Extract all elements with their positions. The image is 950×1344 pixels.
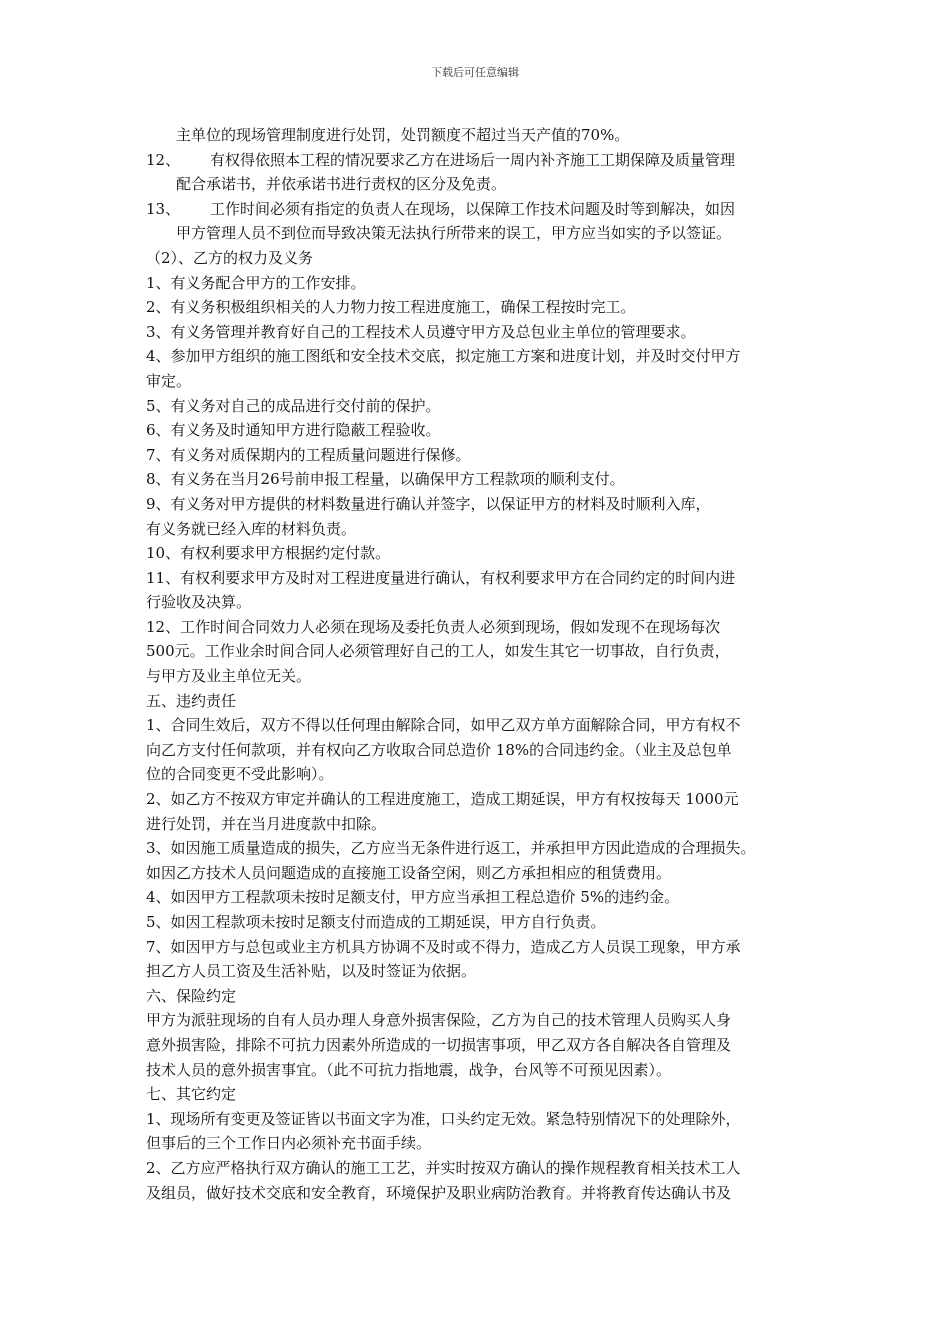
numbered-line: [146, 197, 818, 222]
text-line: 位的合同变更不受此影响）。: [146, 765, 334, 784]
text-line: 5、如因工程款项未按时足额支付而造成的工期延误，甲方自行负责。: [146, 913, 606, 931]
text-line: 甲方为派驻现场的自有人员办理人身意外损害保险，乙方为自己的技术管理人员购买人身: [146, 1011, 732, 1030]
text-line: 向乙方支付任何款项，并有权向乙方收取合同总造价 18%的合同违约金。（业主及总包单: [146, 740, 732, 759]
text-line: 9、有义务对甲方提供的材料数量进行确认并签字，以保证甲方的材料及时顺利入库，: [146, 494, 711, 513]
text-line: 1、有义务配合甲方的工作安排。: [146, 273, 366, 292]
text-line: 7、有义务对质保期内的工程质量问题进行保修。: [146, 445, 471, 464]
text-line: 2、如乙方不按双方审定并确认的工程进度施工，造成工期延误，甲方有权按每天 1000元: [146, 790, 739, 809]
text-line: 有权得依照本工程的情况要求乙方在进场后一周内补齐施工工期保障及质量管理: [210, 150, 736, 169]
item-number: 12、: [146, 150, 181, 169]
text-line: 500元。工作业余时间合同人必须管理好自己的工人，如发生其它一切事故，自行负责，: [146, 642, 730, 661]
text-line: 1、现场所有变更及签证皆以书面文字为准，口头约定无效。紧急特别情况下的处理除外，: [146, 1109, 741, 1128]
text-line: 4、如因甲方工程款项未按时足额支付，甲方应当承担工程总造价 5%的违约金。: [146, 888, 680, 907]
text-line: 8、有义务在当月26号前申报工程量，以确保甲方工程款项的顺利支付。: [146, 470, 625, 489]
section-heading: （2）、乙方的权力及义务: [146, 248, 314, 267]
text-line: 意外损害险，排除不可抗力因素外所造成的一切损害事项，甲乙双方各自解决各自管理及: [146, 1035, 732, 1054]
text-line: 审定。: [146, 371, 192, 390]
text-line: 及组员，做好技术交底和安全教育，环境保护及职业病防治教育。并将教育传达确认书及: [146, 1183, 732, 1202]
text-line: 配合承诺书，并依承诺书进行责权的区分及免责。: [176, 175, 507, 194]
section-heading: 七、其它约定: [146, 1085, 237, 1104]
page-header: 下载后可任意编辑: [431, 66, 519, 79]
text-line: 甲方管理人员不到位而导致决策无法执行所带来的误工，甲方应当如实的予以签证。: [176, 224, 732, 243]
text-line: 与甲方及业主单位无关。: [146, 667, 312, 686]
text-line: 7、如因甲方与总包或业主方机具方协调不及时或不得力，造成乙方人员误工现象，甲方承: [146, 937, 741, 956]
numbered-line: [146, 148, 818, 173]
item-number: 13、: [146, 199, 181, 218]
text-line: 1、合同生效后，双方不得以任何理由解除合同，如甲乙双方单方面解除合同，甲方有权不: [146, 716, 741, 735]
text-line: 技术人员的意外损害事宜。（此不可抗力指地震，战争，台风等不可预见因素）。: [146, 1060, 672, 1079]
text-line: 4、参加甲方组织的施工图纸和安全技术交底，拟定施工方案和进度计划，并及时交付甲方: [146, 347, 741, 366]
section-heading: 五、违约责任: [146, 691, 237, 710]
text-line: 6、有义务及时通知甲方进行隐蔽工程验收。: [146, 421, 441, 440]
text-line: 行验收及决算。: [146, 593, 252, 612]
text-line: 5、有义务对自己的成品进行交付前的保护。: [146, 396, 441, 415]
text-line: 进行处罚，并在当月进度款中扣除。: [146, 814, 387, 833]
text-line: 3、如因施工质量造成的损失，乙方应当无条件进行返工，并承担甲方因此造成的合理损失。: [146, 839, 756, 858]
section-heading: 六、保险约定: [146, 986, 237, 1005]
text-line: 有义务就已经入库的材料负责。: [146, 519, 357, 538]
text-line: 2、乙方应严格执行双方确认的施工工艺，并实时按双方确认的操作规程教育相关技术工人: [146, 1158, 741, 1177]
text-line: 如因乙方技术人员问题造成的直接施工设备空闲，则乙方承担相应的租赁费用。: [146, 863, 672, 882]
text-line: 主单位的现场管理制度进行处罚，处罚额度不超过当天产值的70%。: [176, 126, 630, 144]
text-line: 但事后的三个工作日内必须补充书面手续。: [146, 1134, 432, 1153]
text-line: 12、工作时间合同效力人必须在现场及委托负责人必须到现场，假如发现不在现场每次: [146, 617, 721, 636]
text-line: 3、有义务管理并教育好自己的工程技术人员遵守甲方及总包业主单位的管理要求。: [146, 322, 696, 341]
text-line: 工作时间必须有指定的负责人在现场，以保障工作技术问题及时等到解决，如因: [210, 199, 736, 218]
text-line: 11、有权利要求甲方及时对工程进度量进行确认，有权利要求甲方在合同约定的时间内进: [146, 568, 736, 587]
text-line: 2、有义务积极组织相关的人力物力按工程进度施工，确保工程按时完工。: [146, 298, 636, 317]
text-line: 担乙方人员工资及生活补贴，以及时签证为依据。: [146, 962, 477, 981]
text-line: 10、有权利要求甲方根据约定付款。: [146, 544, 391, 563]
document-body: [146, 123, 818, 1205]
